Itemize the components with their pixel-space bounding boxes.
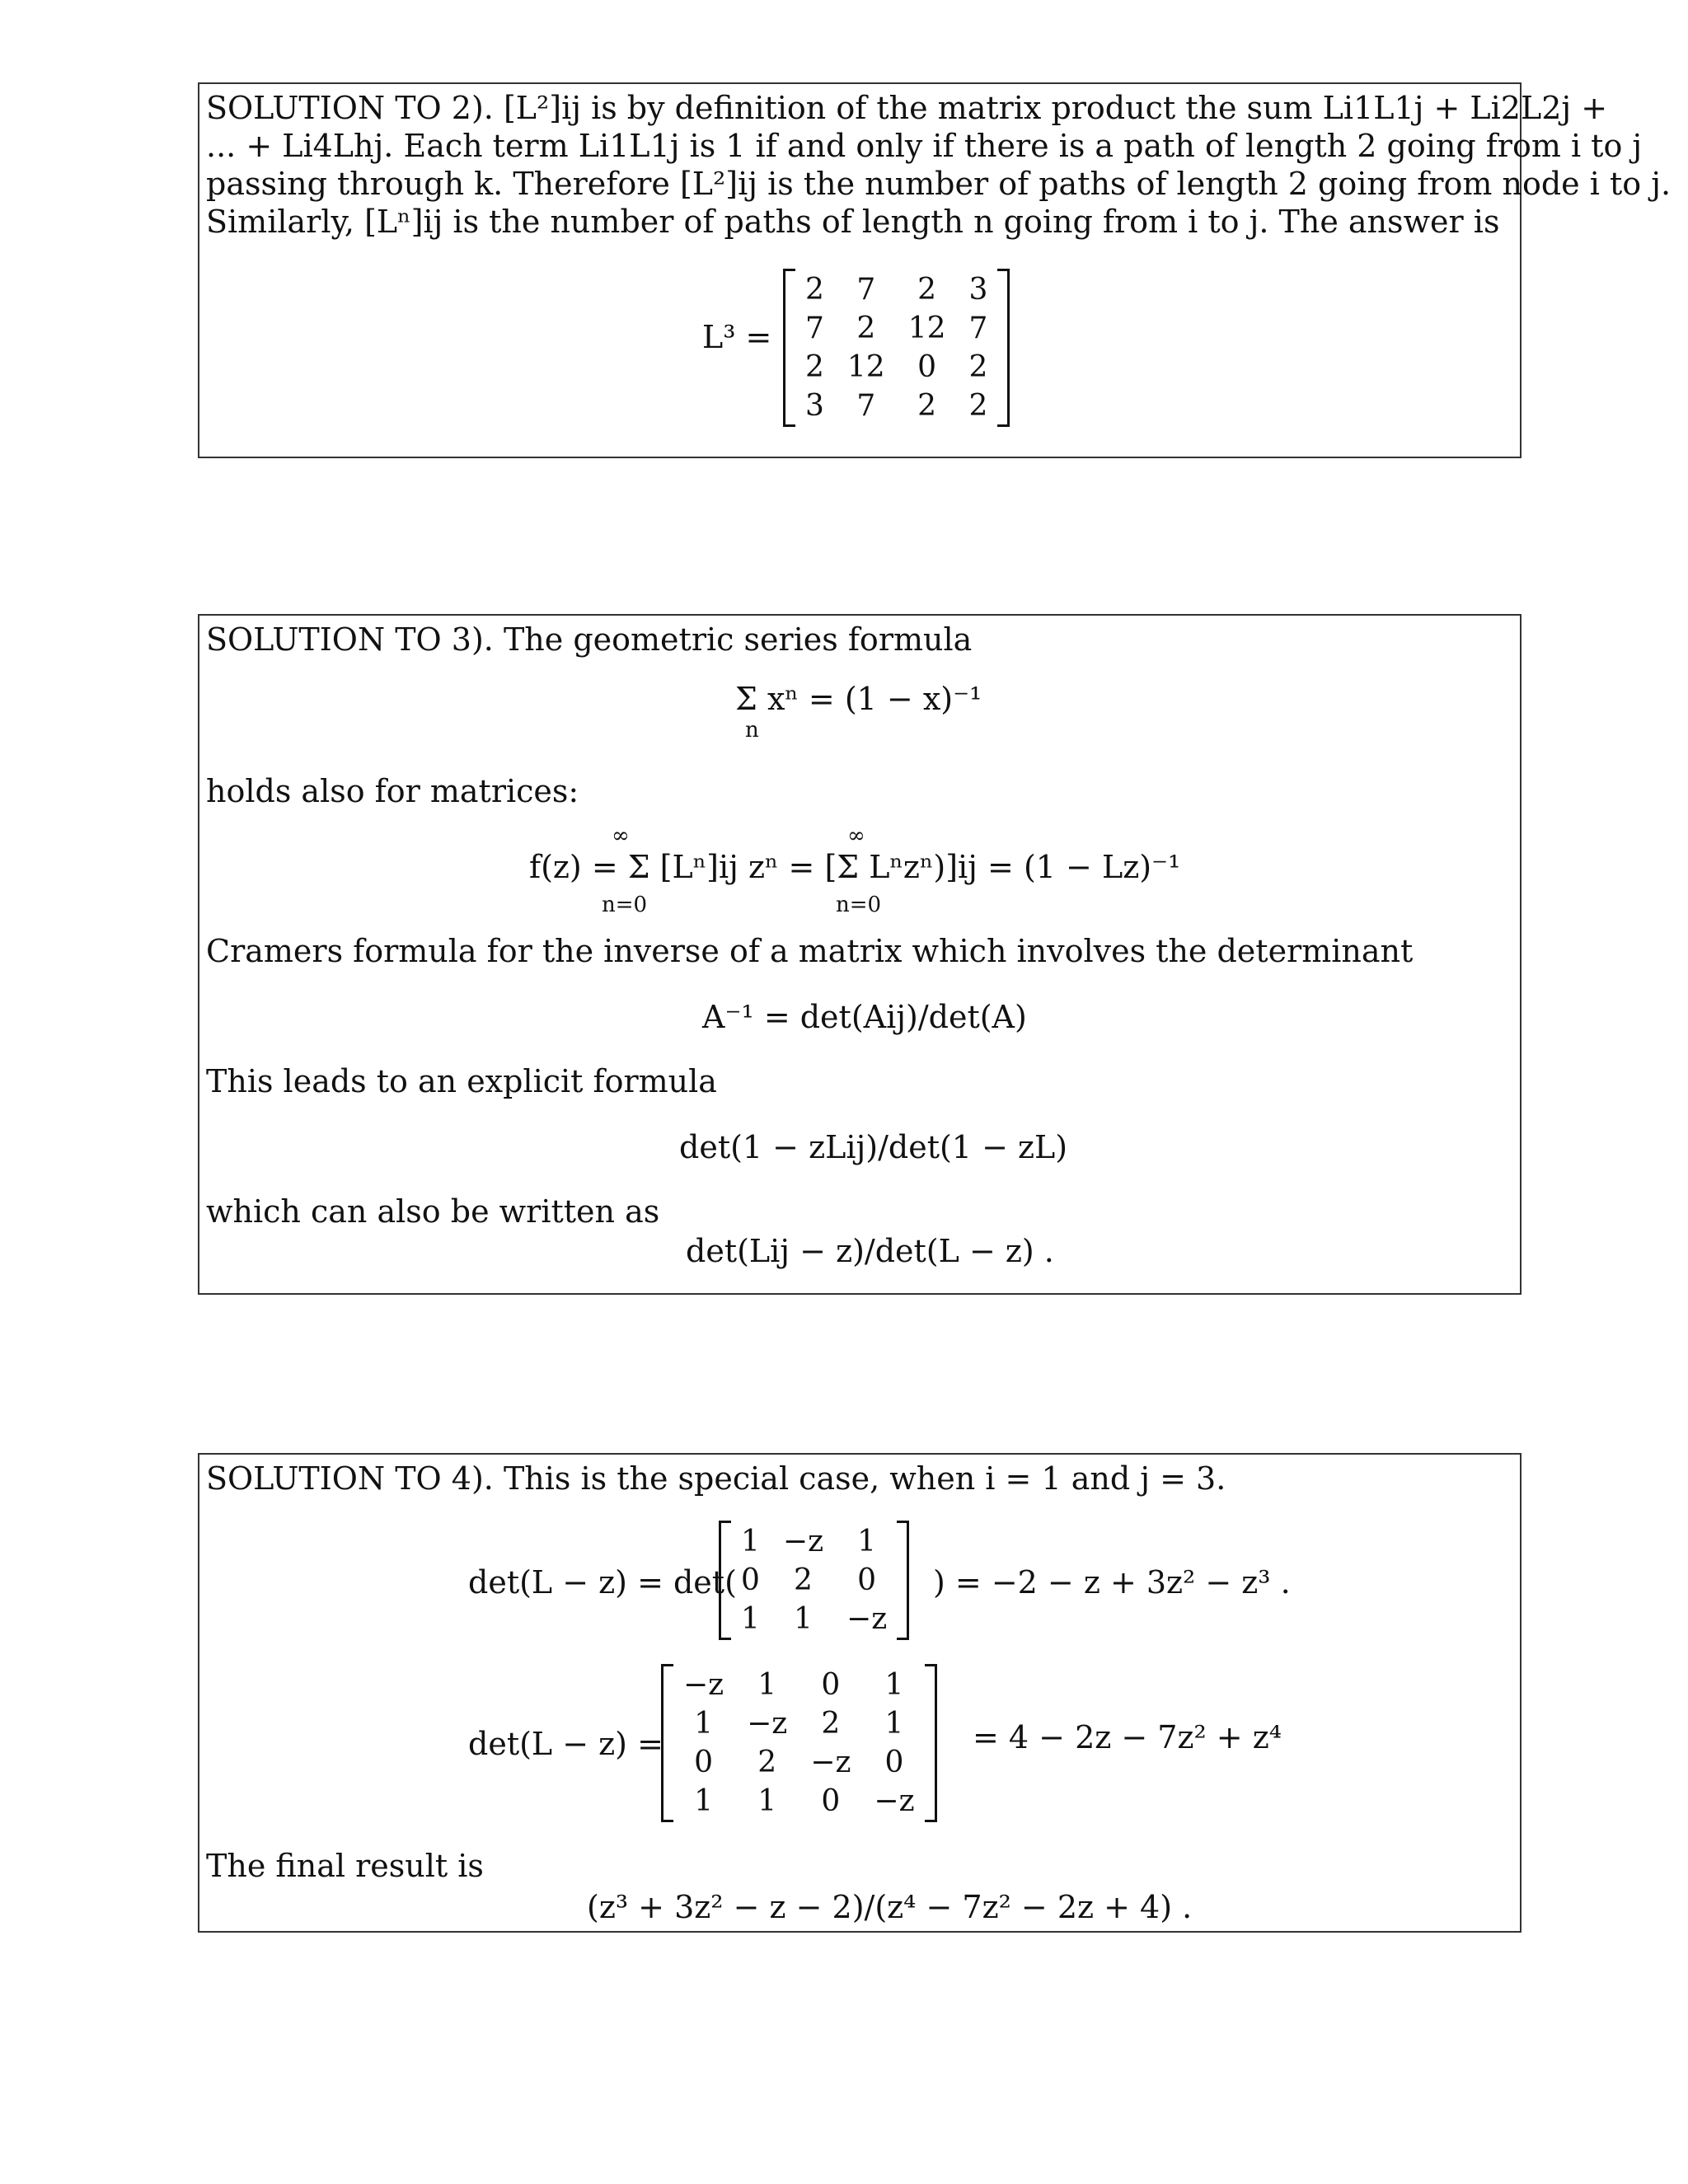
matrix-cell: −z [782,1525,824,1558]
s3-holds-text: holds also for matrices: [206,773,579,809]
s3-series-sub-2: n=0 [836,893,882,917]
s3-inverse-formula: A⁻¹ = det(Aij)/det(A) [702,999,1027,1035]
s3-series-sup-1: ∞ [612,823,630,848]
matrix-cell: 1 [694,1784,714,1818]
matrix-cell: −z [846,1602,888,1636]
matrix-cell: 1 [857,1525,877,1558]
matrix-cell: 2 [917,273,937,307]
s2-result-matrix [783,269,1010,427]
s4-heading: SOLUTION TO 4). This is the special case, when i = 1 and j = 3. [206,1460,1226,1497]
matrix-cell: 0 [917,350,937,384]
s4-det3-rhs: ) = −2 − z + 3z² − z³ . [933,1564,1291,1601]
s2-line-4: Similarly, [Lⁿ]ij is the number of paths of length n going from i to j. The answer is [206,204,1500,240]
s3-leads-text: This leads to an explicit formula [206,1063,717,1099]
matrix-cell: 7 [856,389,876,423]
matrix-cell: 0 [884,1746,904,1779]
solution-3-box [198,614,1522,1295]
s3-cramers-text: Cramers formula for the inverse of a matrix which involves the determinant [206,933,1414,969]
s2-line-1: SOLUTION TO 2). [L²]ij is by definition of the matrix product the sum Li1L1j + Li2L2j + [206,90,1608,126]
s3-series-sup-2: ∞ [847,823,865,848]
matrix-cell: 1 [694,1707,714,1741]
matrix-cell: 2 [968,389,988,423]
s4-matrix-4x4 [661,1664,937,1822]
matrix-cell: 7 [968,312,988,345]
matrix-cell: 3 [805,389,824,423]
matrix-cell: 7 [856,273,876,307]
matrix-cell: 2 [805,273,824,307]
matrix-cell: −z [683,1668,724,1702]
matrix-cell: 2 [794,1563,813,1597]
s4-det4-lhs: det(L − z) = [468,1726,663,1762]
s3-alt-formula: det(Lij − z)/det(L − z) . [686,1233,1054,1269]
matrix-cell: 2 [805,350,824,384]
matrix-cell: 2 [917,389,937,423]
matrix-cell: 12 [846,350,885,384]
matrix-cell: 2 [968,350,988,384]
s4-matrix-3x3 [719,1521,909,1640]
matrix-cell: 0 [821,1784,841,1818]
s2-line-2: ... + Li4Lhj. Each term Li1L1j is 1 if and only if there is a path of length 2 going from i to j [206,128,1643,164]
s3-matrix-series: f(z) = Σ [Lⁿ]ij zⁿ = [Σ Lⁿzⁿ)]ij = (1 − Lz)⁻¹ [529,849,1181,885]
matrix-cell: −z [810,1746,851,1779]
s3-series-subscript: n [745,718,759,743]
s3-explicit-formula: det(1 − zLij)/det(1 − zL) [679,1129,1068,1165]
s4-det4-rhs: = 4 − 2z − 7z² + z⁴ [973,1719,1282,1755]
s2-matrix-lhs: L³ = [702,319,772,355]
matrix-cell: 0 [857,1563,877,1597]
matrix-cell: 1 [757,1668,777,1702]
matrix-cell: 2 [757,1746,777,1779]
matrix-cell: 1 [757,1784,777,1818]
solution-2-box [198,82,1672,458]
s3-geometric-series: Σ xⁿ = (1 − x)⁻¹ [735,681,982,717]
matrix-cell: 1 [794,1602,813,1636]
solution-4-box [198,1453,1522,1933]
matrix-cell: 0 [821,1668,841,1702]
matrix-cell: 3 [968,273,988,307]
matrix-cell: 2 [856,312,876,345]
matrix-cell: 12 [907,312,946,345]
matrix-cell: −z [874,1784,915,1818]
s4-final-equation: (z³ + 3z² − z − 2)/(z⁴ − 7z² − 2z + 4) . [587,1889,1193,1925]
matrix-cell: 0 [694,1746,714,1779]
s2-line-3: passing through k. Therefore [L²]ij is the number of paths of length 2 going from node i to j. [206,166,1672,202]
matrix-cell: 0 [741,1563,760,1597]
matrix-cell: 1 [741,1525,760,1558]
matrix-cell: 2 [821,1707,841,1741]
matrix-cell: 1 [884,1668,904,1702]
s3-heading: SOLUTION TO 3). The geometric series formula [206,621,973,658]
matrix-cell: 7 [805,312,824,345]
matrix-cell: 1 [884,1707,904,1741]
s3-written-text: which can also be written as [206,1193,660,1230]
s4-det3-lhs: det(L − z) = det( [468,1564,737,1601]
s3-series-sub-1: n=0 [602,893,648,917]
s4-final-label: The final result is [206,1848,484,1884]
matrix-cell: 1 [741,1602,760,1636]
matrix-cell: −z [747,1707,788,1741]
